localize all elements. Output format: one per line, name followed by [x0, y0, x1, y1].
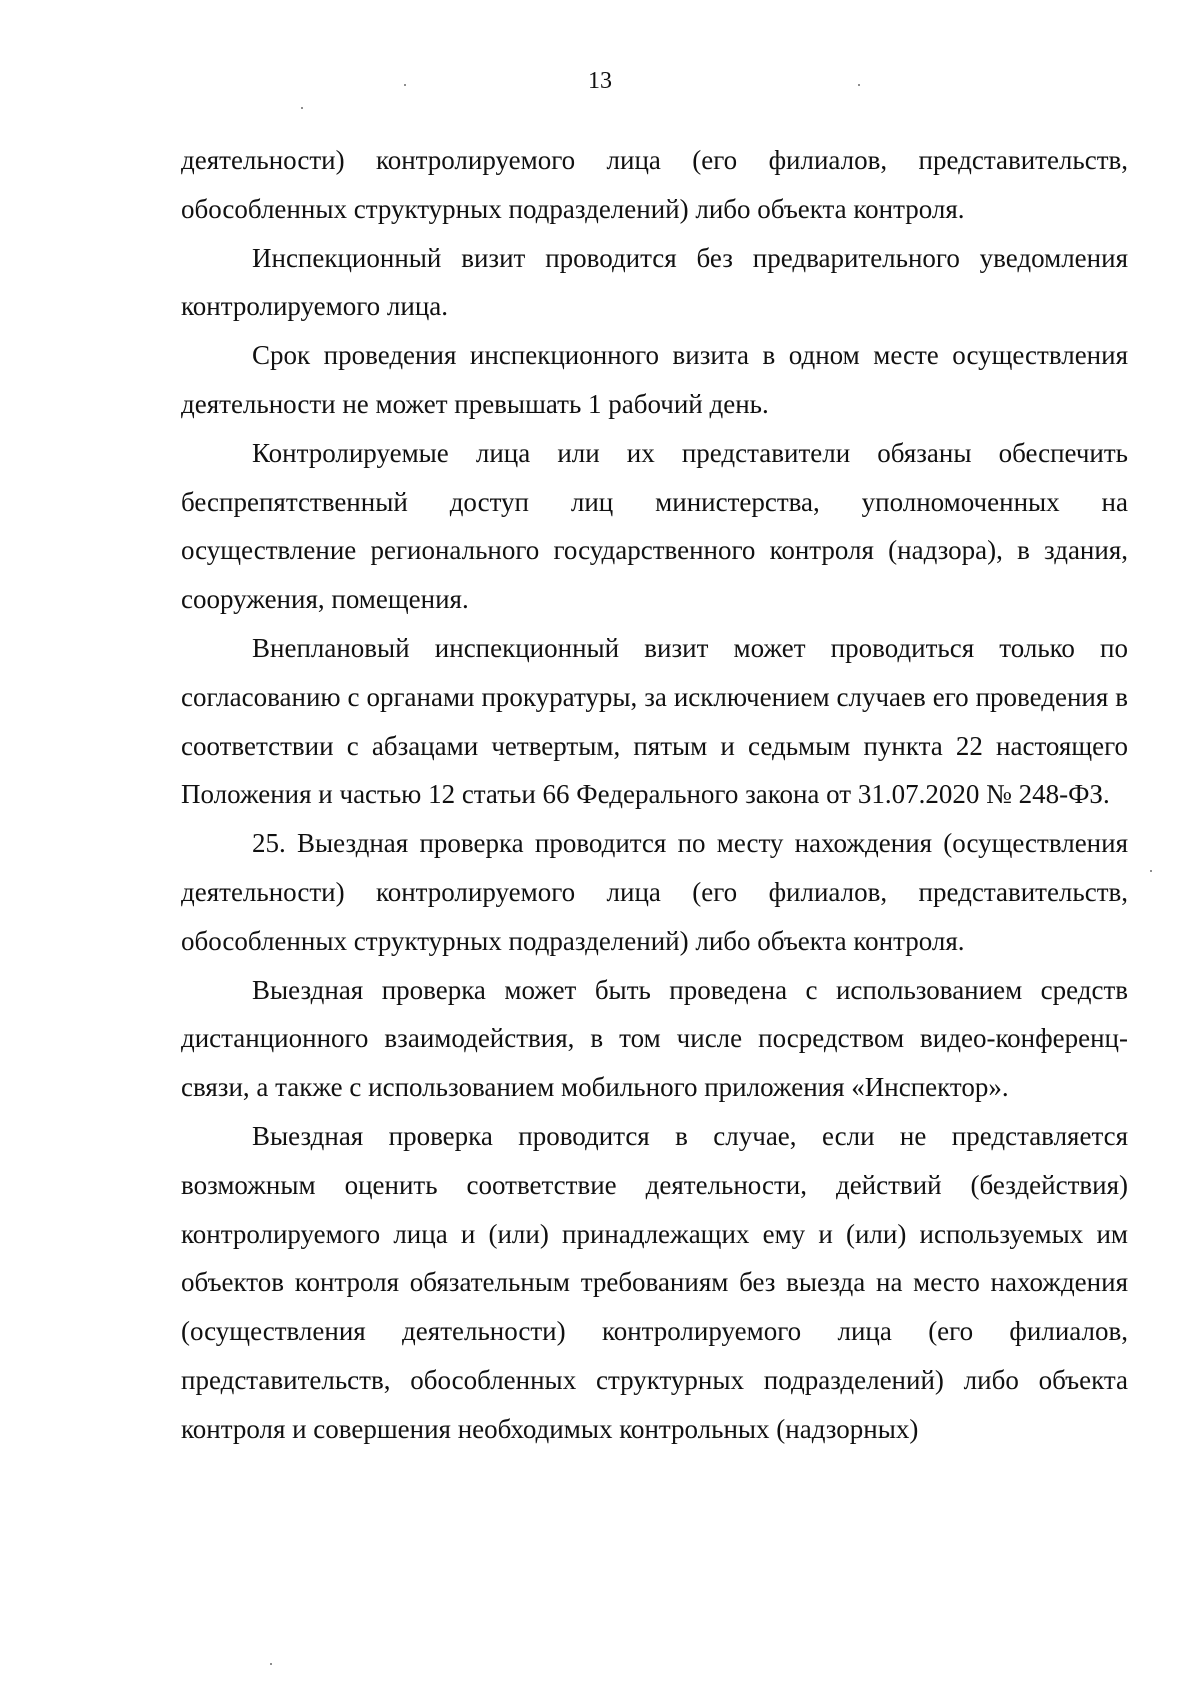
paragraph-inspection-visit-duration: Срок проведения инспекционного визита в одном месте осуществления деятельности не может превышать 1 рабочий день. — [181, 340, 1128, 419]
paragraph-field-inspection-conditions: Выездная проверка проводится в случае, если не представляется возможным оценить соответствие деятельности, действий (бездействия) контролируемого лица и (или) принадлежащих ему и (или) используемых им объектов контроля обязательным требованиям без выезда на место нахождения (осуществления деятельности) контролируемого лица (его филиалов, представительств, обособленных структурных подразделений) либо объекта контроля и совершения необходимых контрольных (надзорных) — [181, 1120, 1128, 1444]
page-number: 13 — [588, 68, 612, 94]
paragraph-unscheduled-visit: Внеплановый инспекционный визит может проводиться только по согласованию с органами прокуратуры, за исключением случаев его проведения в соответствии с абзацами четвертым, пятым и седьмым пункта 22 настоящего Положения и частью 12 статьи 66 Федерального закона от 31.07.2020 № 248-ФЗ. — [181, 632, 1128, 810]
paragraph-continuation: деятельности) контролируемого лица (его филиалов, представительств, обособленных структурных подразделений) либо объекта контроля. — [181, 145, 1128, 224]
paragraph-inspection-visit-notice: Инспекционный визит проводится без предварительного уведомления контролируемого лица. — [181, 242, 1128, 322]
paragraph-access-obligation: Контролируемые лица или их представители обязаны обеспечить беспрепятственный доступ лиц министерства, уполномоченных на осуществление регионального государственного контроля (надзора), в здания, сооружения, помещения. — [181, 437, 1128, 615]
scan-speck — [270, 1663, 272, 1665]
document-body — [181, 136, 1128, 1454]
scan-speck — [1150, 870, 1152, 872]
paragraph-item-25-field-inspection: 25. Выездная проверка проводится по месту нахождения (осуществления деятельности) контролируемого лица (его филиалов, представительств, обособленных структурных подразделений) либо объекта контроля. — [181, 828, 1128, 956]
paragraph-remote-interaction: Выездная проверка может быть проведена с использованием средств дистанционного взаимодействия, в том числе посредством видео-конференц-связи, а также с использованием мобильного приложения «Инспектор». — [181, 974, 1128, 1103]
scan-speck — [301, 107, 303, 109]
